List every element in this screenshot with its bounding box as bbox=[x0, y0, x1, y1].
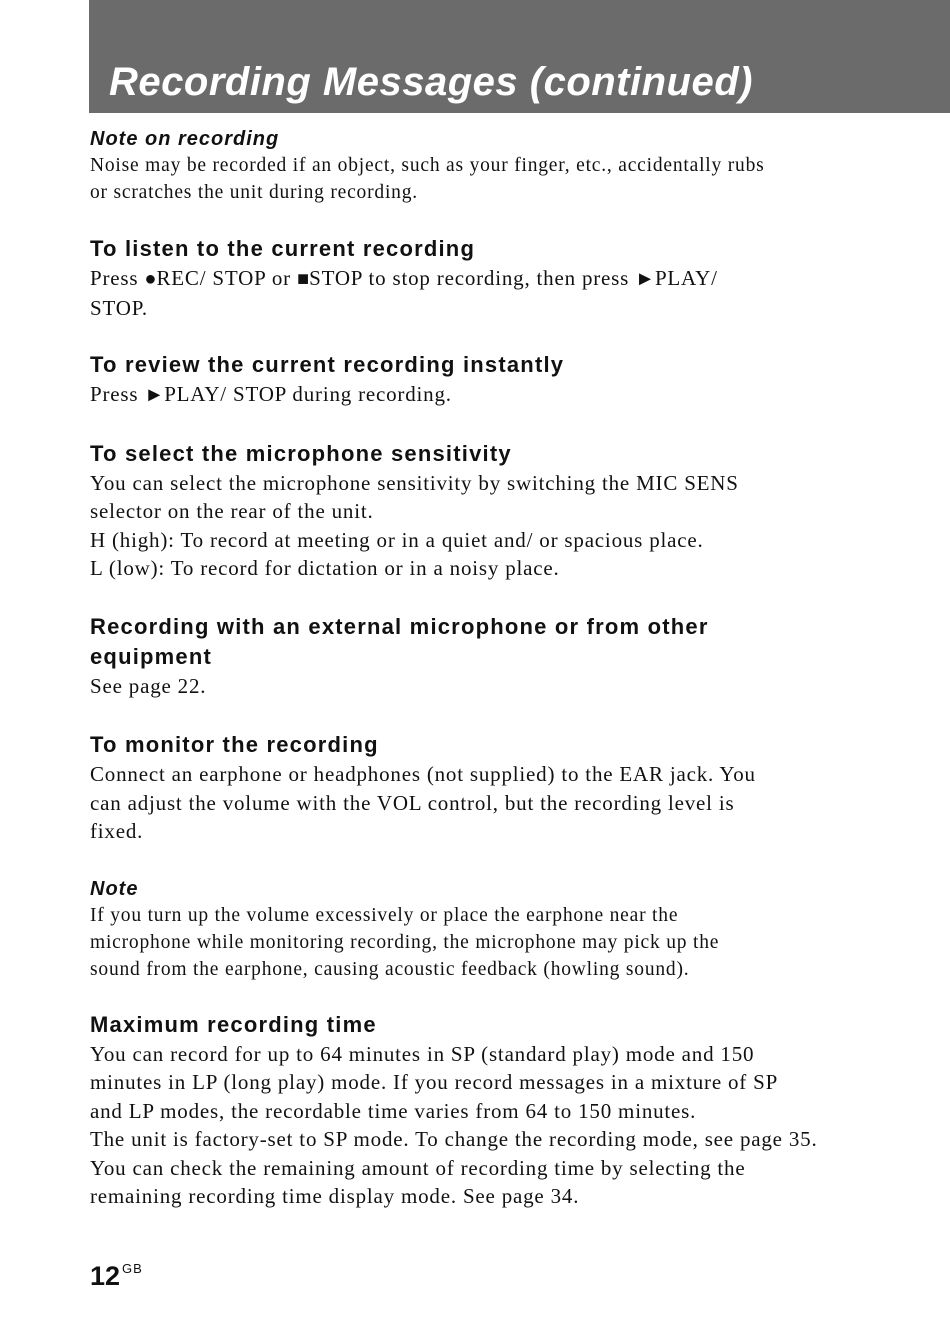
body-line: minutes in LP (long play) mode. If you record messages in a mixture of SP bbox=[90, 1070, 779, 1094]
body-line: and LP modes, the recordable time varies from 64 to 150 minutes. bbox=[90, 1098, 697, 1123]
record-icon: ● bbox=[144, 268, 157, 290]
section-max-time bbox=[90, 1010, 890, 1211]
play-icon: ► bbox=[144, 384, 165, 406]
body-line: STOP. bbox=[90, 295, 148, 320]
body-line: remaining recording time display mode. See page 34. bbox=[90, 1184, 580, 1208]
text-stop: STOP to stop recording, then press bbox=[309, 266, 636, 290]
section-heading: Recording with an external microphone or from other bbox=[90, 613, 709, 639]
section-note bbox=[90, 876, 890, 983]
body-line: L (low): To record for dictation or in a noisy place. bbox=[90, 556, 560, 580]
body-line: sound from the earphone, causing acoustic feedback (howling sound). bbox=[90, 958, 690, 980]
body-line: The unit is factory-set to SP mode. To change the recording mode, see page 35. bbox=[90, 1127, 818, 1151]
body-line: H (high): To record at meeting or in a quiet and/ or spacious place. bbox=[90, 527, 704, 552]
body-line: can adjust the volume with the VOL control, but the recording level is bbox=[90, 790, 735, 815]
page-number-suffix: GB bbox=[122, 1261, 143, 1276]
page-content bbox=[90, 126, 890, 1211]
body-line: fixed. bbox=[90, 819, 144, 843]
body-line: selector on the rear of the unit. bbox=[90, 499, 374, 523]
section-heading: To monitor the recording bbox=[90, 732, 379, 757]
body-line: or scratches the unit during recording. bbox=[90, 182, 418, 203]
body-line: You can check the remaining amount of recording time by selecting the bbox=[90, 1155, 746, 1180]
section-review bbox=[90, 350, 890, 410]
section-listen bbox=[90, 234, 890, 322]
text-rec-stop: REC/ STOP or bbox=[156, 266, 297, 290]
play-icon: ► bbox=[635, 268, 655, 290]
body-line bbox=[90, 264, 890, 294]
page-number bbox=[90, 1252, 143, 1293]
section-heading: To review the current recording instantly bbox=[90, 352, 565, 377]
section-heading: Maximum recording time bbox=[90, 1011, 377, 1037]
section-monitor bbox=[90, 730, 890, 846]
text-play: PLAY/ bbox=[654, 266, 718, 290]
body-line: microphone while monitoring recording, the microphone may pick up the bbox=[90, 931, 720, 953]
title-banner bbox=[89, 0, 950, 113]
text-press: Press bbox=[90, 266, 145, 290]
body-line: Noise may be recorded if an object, such as your finger, etc., accidentally rubs bbox=[90, 155, 765, 176]
body-line: You can select the microphone sensitivity by switching the MIC SENS bbox=[90, 470, 739, 495]
section-external-mic bbox=[90, 612, 890, 701]
text-play-stop: PLAY/ STOP during recording. bbox=[164, 382, 452, 406]
body-line: Connect an earphone or headphones (not supplied) to the EAR jack. You bbox=[90, 762, 756, 786]
stop-icon: ■ bbox=[297, 268, 310, 290]
body-line bbox=[90, 380, 890, 410]
page-number-value: 12 bbox=[90, 1261, 121, 1291]
body-line: If you turn up the volume excessively or place the earphone near the bbox=[90, 904, 679, 926]
page-title: Recording Messages (continued) bbox=[109, 60, 753, 104]
section-sensitivity bbox=[90, 439, 890, 583]
section-note-on-recording bbox=[90, 126, 890, 206]
section-heading: Note bbox=[90, 877, 139, 900]
text-press: Press bbox=[90, 382, 145, 406]
section-heading: To listen to the current recording bbox=[90, 236, 476, 261]
section-heading: equipment bbox=[90, 643, 213, 669]
section-heading: To select the microphone sensitivity bbox=[90, 440, 512, 466]
section-heading: Note on recording bbox=[90, 128, 280, 150]
body-line: You can record for up to 64 minutes in SP (standard play) mode and 150 bbox=[90, 1041, 755, 1066]
body-line: See page 22. bbox=[90, 673, 207, 698]
